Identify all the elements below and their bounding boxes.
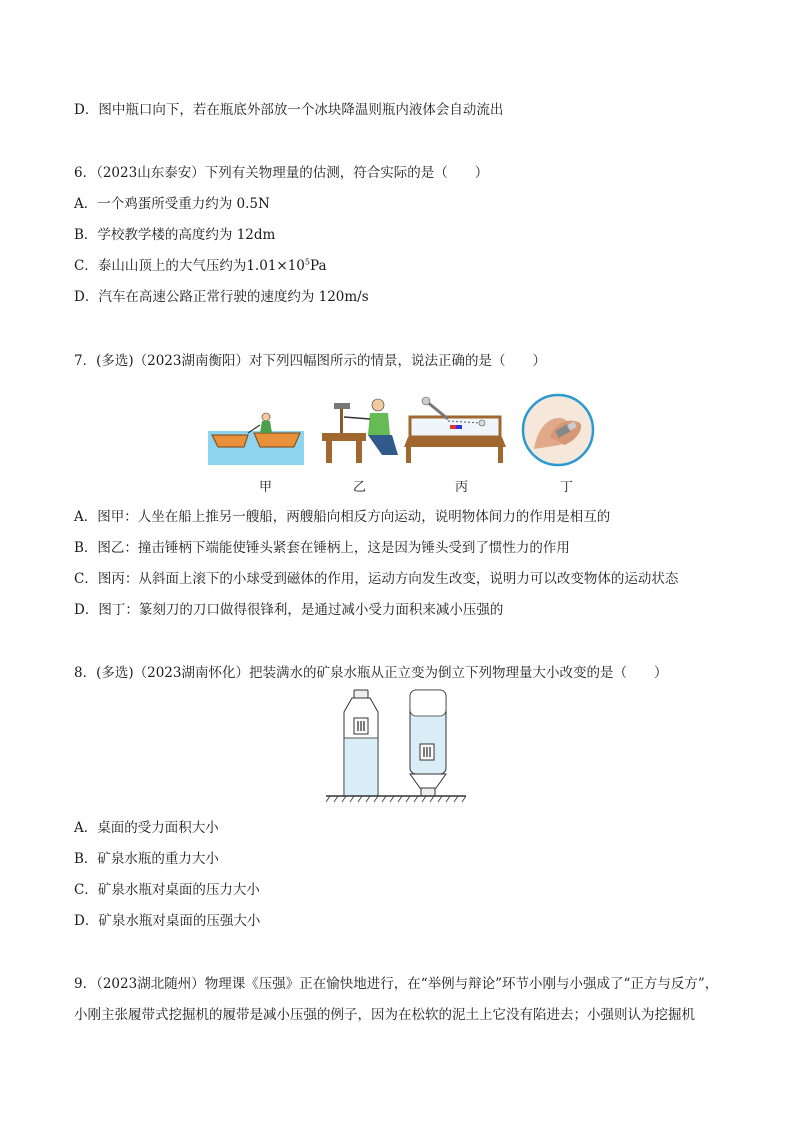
q8-option-d: D．矿泉水瓶对桌面的压强大小 xyxy=(74,913,261,929)
q6c-unit: Pa xyxy=(310,258,327,274)
q8-option-c: C．矿泉水瓶对桌面的压力大小 xyxy=(74,882,260,898)
q7-option-c: C．图丙：从斜面上滚下的小球受到磁体的作用，运动方向发生改变，说明力可以改变物体的运动状态 xyxy=(74,571,679,587)
line-q5-option-d: D．图中瓶口向下，若在瓶底外部放一个冰块降温则瓶内液体会自动流出 xyxy=(74,102,504,118)
q6c-number: 1.01×10 xyxy=(246,258,305,274)
q6-option-a: A．一个鸡蛋所受重力约为 0.5N xyxy=(74,196,270,212)
q7-option-d: D．图丁：篆刻刀的刀口做得很锋利，是通过减小受力面积来减小压强的 xyxy=(74,602,504,618)
q6-option-d: D．汽车在高速公路正常行驶的速度约为 120m/s xyxy=(74,289,369,305)
question-7: 7．(多选)（2023湖南衡阳）对下列四幅图所示的情景，说法正确的是（ ） xyxy=(74,353,546,369)
figure-water-bottles xyxy=(326,688,466,804)
figure-jia-boats xyxy=(208,393,304,465)
figure-ding-carving-knife xyxy=(520,393,596,467)
q6c-text: C．泰山山顶上的大气压约为 xyxy=(74,258,247,274)
q8-option-b: B．矿泉水瓶的重力大小 xyxy=(74,851,219,867)
figure-bing-incline xyxy=(402,393,508,465)
q7-option-a: A．图甲：人坐在船上推另一艘船，两艘船向相反方向运动，说明物体间力的作用是相互的 xyxy=(74,509,611,525)
q6-option-c xyxy=(74,257,327,275)
caption-ding: 丁 xyxy=(560,480,574,495)
q7-option-b: B．图乙：撞击锤柄下端能使锤头紧套在锤柄上，这是因为锤头受到了惯性力的作用 xyxy=(74,540,570,556)
question-9-line-2: 小刚主张履带式挖掘机的履带是减小压强的例子，因为在松软的泥土上它没有陷进去；小强则认为挖掘机 xyxy=(74,1007,695,1023)
q6c-exponent: 5 xyxy=(304,257,310,267)
question-6: 6．（2023山东泰安）下列有关物理量的估测，符合实际的是（ ） xyxy=(74,165,489,181)
caption-bing: 丙 xyxy=(455,480,469,495)
figure-yi-hammer xyxy=(322,393,408,465)
q6-option-b: B．学校教学楼的高度约为 12dm xyxy=(74,227,276,243)
q8-option-a: A．桌面的受力面积大小 xyxy=(74,820,219,836)
caption-jia: 甲 xyxy=(259,480,273,495)
q7-figures xyxy=(208,393,608,465)
question-9-line-1: 9．（2023湖北随州）物理课《压强》正在愉快地进行，在“举例与辩论”环节小刚与小强成了“正方与反方”， xyxy=(74,976,719,992)
caption-yi: 乙 xyxy=(353,480,367,495)
question-8: 8．(多选)（2023湖南怀化）把装满水的矿泉水瓶从正立变为倒立下列物理量大小改变的是（ ） xyxy=(74,665,668,681)
